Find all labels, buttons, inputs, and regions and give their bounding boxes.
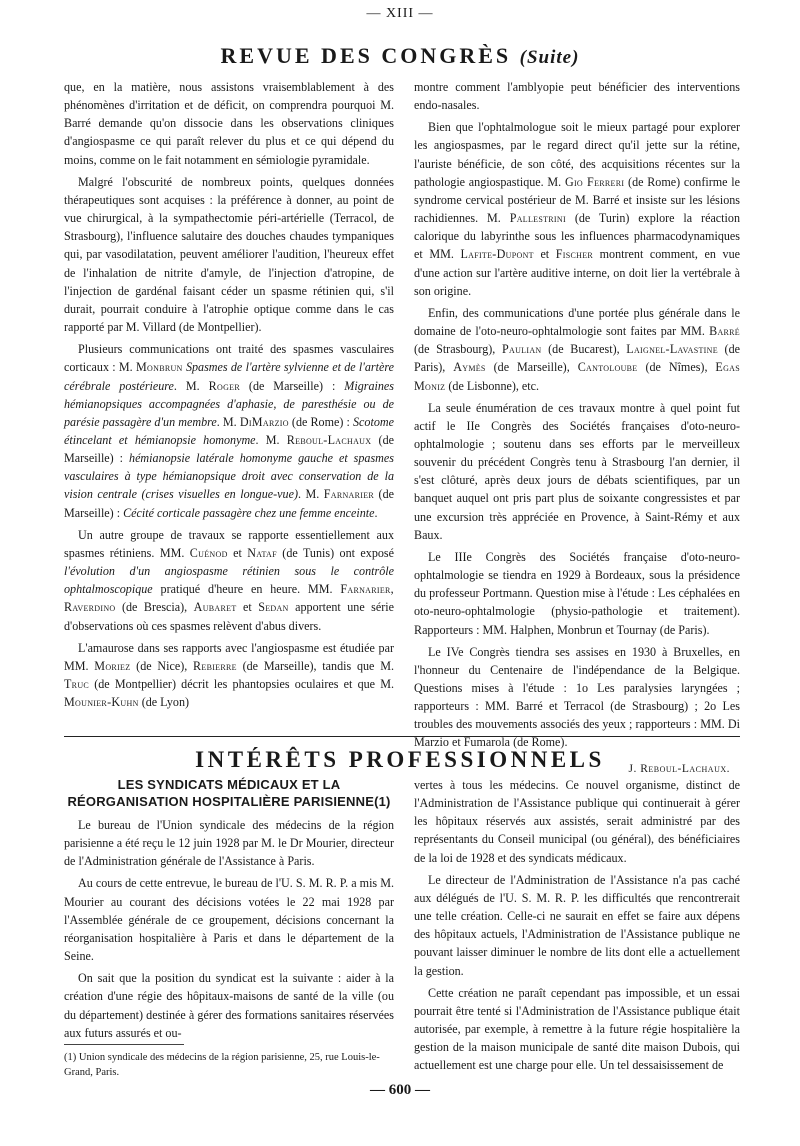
text-run: (de Rome) : [288, 414, 353, 429]
article-heading-line: LES SYNDICATS MÉDICAUX ET LA [117, 777, 341, 792]
author-name: Farnarier, Raverdino [64, 582, 394, 615]
author-name: Truc [64, 677, 90, 691]
paragraph [414, 118, 740, 300]
section-header-title: REVUE DES CONGRÈS [220, 43, 512, 68]
text-run: (de Turin) explore la réaction calorique du labyrinthe sous les influences pharmacodynamiques et MM. [414, 211, 740, 262]
paragraph [414, 984, 740, 1075]
text-run: (de Tunis) ont exposé [276, 545, 394, 560]
text-run: (de Marseille) : [239, 378, 345, 393]
author-name: Gio Ferreri [564, 174, 625, 189]
footnote: (1) Union syndicale des médecins de la région parisienne, 25, rue Louis-le-Grand, Paris. [64, 1052, 380, 1078]
author-name: DiMarzio [239, 414, 289, 429]
paragraph [414, 871, 740, 980]
author-name: Aymès [453, 360, 486, 375]
paragraph [414, 776, 740, 867]
text-run: apportent une série d'observations où ces spasmes relèvent d'abus divers. [64, 600, 394, 633]
author-name: Paulian [502, 342, 542, 357]
text-run: (de Marseille) : [64, 432, 394, 466]
text-run: et [533, 247, 556, 262]
paragraph [64, 816, 394, 870]
author-name: Moriez [94, 658, 131, 673]
text-run: (de Nice), [130, 658, 194, 673]
article-heading [64, 776, 394, 810]
text-run: L'amaurose dans ses rapports avec l'angiospasme est étudiée par MM. [64, 640, 394, 673]
author-name: Barré [709, 324, 740, 339]
article-column-left [64, 816, 394, 1046]
work-title: l'évolution d'un angiospasme rétinien sous le contrôle ophtalmoscopique [64, 564, 394, 597]
article-column-right [414, 776, 740, 1079]
paragraph [414, 78, 740, 114]
author-name: Mounier-Kuhn [64, 695, 139, 710]
author-name: Fischer [555, 247, 594, 262]
text-run: Cette création ne paraît cependant pas impossible, et un essai pourrait être tenté si l'Administration de l'Assistance publique était autorisée, par exemple, à remettre à la future régie hospitalière la gestion de la maison municipale de santé dite maison Dubois, qui actuellement est une charge pour elle. Un tel dessaisissement de [414, 985, 740, 1073]
paragraph [64, 173, 394, 336]
author-name: Rebierre [193, 658, 237, 673]
text-run: . [374, 505, 378, 520]
text-run: (de Marseille), tandis que M. [236, 658, 394, 673]
text-run: Le IIIe Congrès des Sociétés française d'oto-neuro-ophtalmologie se tiendra en 1929 à Bordeaux, sous la présidence du professeur Portmann. Question mise à l'étude : Les céphalées en oto-neuro-ophtalmologie (physio-pathologie et traitement). Rapporteurs : MM. Halphen, Monbrun et Tournay (de Paris). [414, 549, 740, 637]
text-run: (de Bucarest), [541, 342, 627, 357]
author-name: Cantoloube [577, 360, 638, 375]
text-run: (de Brescia), [115, 600, 194, 615]
page-number: — 600 — [370, 1082, 430, 1098]
author-signature: J. Reboul-Lachaux. [628, 762, 730, 775]
text-run: et [227, 545, 248, 560]
text-run: et [236, 600, 259, 615]
text-run: (de Lisbonne), etc. [445, 378, 540, 393]
congress-column-left [64, 78, 394, 715]
text-run: (de Rome) confirme le syndrome cervical postérieur de M. Barré et insiste sur les lésions rachidiennes. M. [414, 174, 740, 226]
author-name: Reboul-Lachaux [286, 432, 372, 447]
text-run: Malgré l'obscurité de nombreux points, quelques données thérapeutiques sont acquises : la préférence à donner, au point de vue chirurgical, à la sympathectomie péri-artérielle (Terracol, de Strasbourg), l'influence salutaire des douches chaudes tympaniques qui, par vasodilatation, peuvent améliorer l'audition, l'heureux effet de l'inhalation de nitrite d'amyle, de l'injection d'atropine, de l'injection de gardénal faisant céder un spasme rétinien qui, s'il durait, pourrait conduire à l'atrophie optique comme dans le cas rapporté par M. Villard (de Montpellier). [64, 174, 394, 335]
text-run: pratiqué d'heure en heure. MM. [152, 582, 341, 597]
work-title: Cécité corticale passagère chez une femme enceinte [123, 505, 375, 520]
text-run: Au cours de cette entrevue, le bureau de l'U. S. M. R. P. a mis M. Mourier au courant des décisions votées le 22 mai 1928 par l'Assemblée générale de ce groupement, décisions concernant la réorganisation hospitalière à Paris et dans le département de la Seine. [64, 876, 394, 964]
paragraph [64, 78, 394, 169]
section-title: INTÉRÊTS PROFESSIONNELS [195, 747, 605, 772]
work-title: Scotome étincelant et hémianopsie homonyme [64, 414, 394, 447]
text-run: (de Marseille) : [64, 487, 394, 520]
text-run: (de Marseille), [485, 360, 578, 375]
text-run: Plusieurs communications ont traité des spasmes vasculaires corticaux : M. [64, 342, 394, 375]
page-roman-numeral: — XIII — [366, 6, 434, 21]
paragraph [64, 969, 394, 1042]
text-run: montre comment l'amblyopie peut bénéficier des interventions endo-nasales. [414, 80, 740, 113]
author-name: Pallestrini [509, 211, 566, 226]
paragraph [64, 340, 394, 522]
text-run: Un autre groupe de travaux se rapporte essentiellement aux spasmes rétiniens. MM. [64, 527, 394, 560]
text-run: (de Lyon) [138, 695, 190, 710]
author-name: Roger [208, 378, 240, 393]
paragraph [64, 526, 394, 635]
text-run: que, en la matière, nous assistons vraisemblablement à des phénomènes d'irritation et de déficit, on comprendra pourquoi M. Barré demande qu'on dissocie dans les observations cliniques d'angiospasme ce qui paraît relever du plus et ce qui dépend du moins, comme on le fait notamment en sémiologie pyramidale. [64, 80, 394, 167]
work-title: Migraines hémianopsiques accompagnées d'aphasie, de paresthésie ou de parésie passagère d'un membre [64, 378, 394, 429]
author-name: Lafite-Dupont [460, 247, 534, 262]
text-run: (de Strasbourg), [414, 342, 502, 357]
author-name: Aubaret [193, 600, 237, 615]
author-name: Farnarier [323, 487, 375, 502]
text-run: Le IVe Congrès tiendra ses assises en 1930 à Bruxelles, en l'honneur du Centenaire de l'indépendance de la Belgique. Questions mises à l'étude : 1o Les paralysies laryngées ; rapporteurs : MM. Barré et Terracol (de Strasbourg) ; 2o Les troubles des mouvements associés des yeux ; rapporteurs : MM. Di Marzio et Fumarola (de Rome). [414, 644, 740, 750]
text-run: (de Paris), [414, 342, 740, 375]
section-header [0, 44, 800, 70]
text-run: Bien que l'ophtalmologue soit le mieux partagé pour explorer les angiospasmes, par le regard direct qu'il jette sur la rétine, l'auriste bénéficie, de son côté, des acquisitions récentes sur la pathologie angiospastique. M. [414, 120, 740, 189]
section-header-suite: (Suite) [519, 47, 580, 68]
text-run: (de Nîmes), [637, 360, 716, 375]
text-run: (de Montpellier) décrit les phantopsies oculaires et que M. [89, 677, 394, 691]
article-heading-line: RÉORGANISATION HOSPITALIÈRE PARISIENNE(1) [67, 794, 391, 809]
author-name: Laignel-Lavastine [626, 342, 718, 357]
author-name: Nataf [247, 545, 277, 560]
text-run: Le bureau de l'Union syndicale des médecins de la région parisienne a été reçu le 12 juin 1928 par M. le Dr Mourier, directeur de l'Administration générale de l'Assistance à Paris. [64, 818, 394, 869]
congress-column-right [414, 78, 740, 778]
text-run: Enfin, des communications d'une portée plus générale dans le domaine de l'oto-neuro-ophtalmologie sont faites par MM. [414, 305, 740, 339]
work-title: Spasmes de l'artère sylvienne et de l'artère cérébrale postérieure [64, 360, 394, 393]
text-run: vertes à tous les médecins. Ce nouvel organisme, distinct de l'Administration de l'Assistance publique qui continuerait à gérer les hôpitaux réservés aux assistés, serait administré par des représentants du Conseil municipal (ou général), des bénéficiaires de la loi de 1928 et des syndicats médicaux. [414, 778, 740, 865]
author-name: Cuénod [189, 545, 228, 560]
text-run: . M. [173, 378, 209, 393]
paragraph [64, 639, 394, 712]
footnote-rule [64, 1044, 184, 1045]
text-run: On sait que la position du syndicat est la suivante : aider à la création d'une régie des hôpitaux-maisons de santé de la ville (ou du département) destinée à gérer des formations sanitaires réservées aux futurs assurés et ou- [64, 971, 394, 1040]
work-title: hémianopsie latérale homonyme gauche et spasmes vasculaires à type hémianopsique droit avec conservation de la vision centrale (crises visuelles en longue-vue) [64, 451, 394, 502]
text-run: . M. [255, 432, 287, 447]
text-run: . M. [297, 487, 324, 502]
section-divider [64, 736, 740, 737]
author-name: Monbrun [136, 360, 183, 375]
author-name: Egas Moniz [414, 360, 741, 393]
author-name: Sedan [258, 600, 289, 615]
paragraph [414, 304, 740, 395]
text-run: montrent comment, en vue d'une action sur l'artère auditive interne, on doit lier la vertébrale à son origine. [414, 247, 740, 298]
paragraph [414, 399, 740, 544]
text-run: Le directeur de l'Administration de l'Assistance n'a pas caché aux délégués de l'U. S. M. R. P. les difficultés que rencontrerait une telle création. Celle-ci ne saurait en effet se faire aux dépens des hôpitaux actuels, l'Administration de l'Assistance publique ne pouvant laisser diminuer le nombre de lits dont elle a actuellement la gestion. [414, 872, 740, 978]
paragraph [414, 548, 740, 639]
paragraph [64, 874, 394, 965]
text-run: La seule énumération de ces travaux montre à quel point fut actif le IIe Congrès des Sociétés françaises d'oto-neuro-ophtalmologie ; soutenu dans ses efforts par le merveilleux souvenir du précédent Congrès tenu à Strasbourg l'an dernier, il s'est clôturé, après deux jours de débats scientifiques, par un banquet auquel ont pris part plus de soixante congressistes et par une excursion très appréciée en Provence, à Saint-Rémy et aux Baux. [414, 400, 740, 542]
text-run: . M. [216, 414, 240, 429]
